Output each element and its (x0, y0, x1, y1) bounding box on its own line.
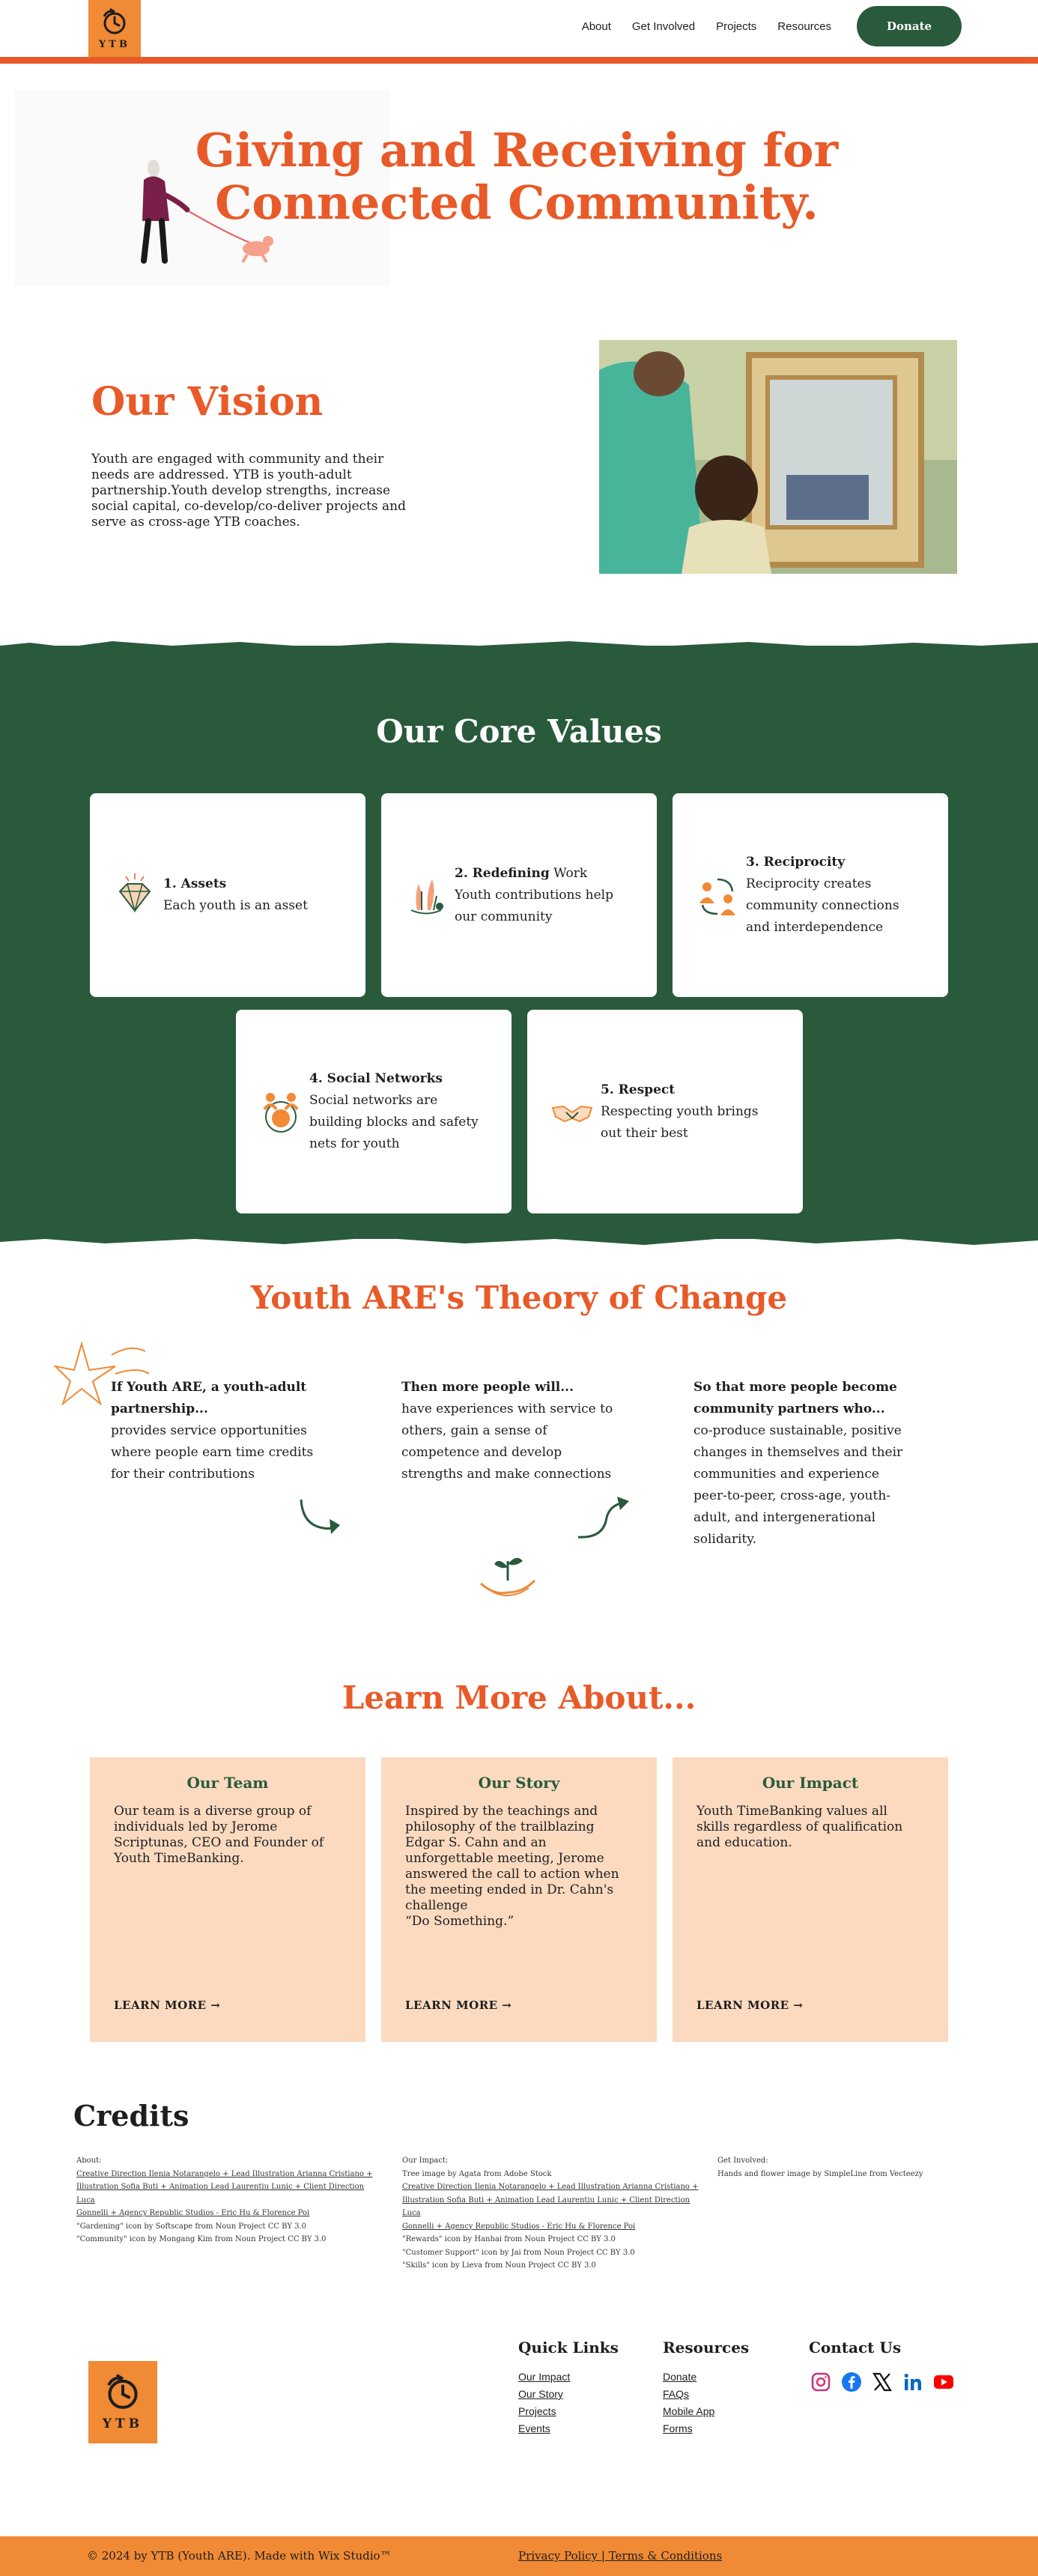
credit-line: "Customer Support" icon by Jai from Noun Project CC BY 3.0 (402, 2248, 635, 2257)
footer-link-faqs[interactable]: FAQs (663, 2388, 690, 2400)
credit-line: Gonnelli + Agency Republic Studios - Eric Hu & Florence Poi (76, 2209, 310, 2217)
theory-col-head: If Youth ARE, a youth-adult partnership... (111, 1380, 307, 1416)
credits-involved (717, 2154, 957, 2180)
footer-link-events[interactable]: Events (518, 2422, 550, 2434)
nav-projects[interactable]: Projects (716, 19, 757, 33)
footer-link-forms[interactable]: Forms (663, 2422, 693, 2434)
core-value-head: 1. Assets (163, 876, 227, 891)
core-value-card-respect (527, 1010, 803, 1213)
hero-title-line1: Giving and Receiving for (195, 123, 839, 178)
nav-about[interactable]: About (581, 19, 611, 33)
learn-card-title: Our Team (186, 1774, 269, 1792)
credit-line: Gonnelli + Agency Republic Studios - Eric Hu & Florence Poi (402, 2222, 636, 2231)
footer-link-story[interactable]: Our Story (518, 2388, 563, 2400)
donate-button[interactable]: Donate (857, 6, 962, 46)
credit-line: Get Involved: (717, 2157, 768, 2165)
theory-col-body: provides service opportunities where people earn time credits for their contributions (111, 1423, 314, 1482)
facebook-icon[interactable] (841, 2372, 862, 2392)
core-value-head: 2. Redefining (455, 865, 550, 881)
logo-text: YTB (99, 38, 130, 50)
footer-col-title: Resources (663, 2339, 750, 2357)
learn-card-team[interactable] (90, 1757, 365, 2042)
theory-col-2 (401, 1377, 619, 1485)
core-values-title: Our Core Values (376, 713, 662, 750)
core-value-body: Youth contributions help our community (455, 887, 613, 924)
nav-get-involved[interactable]: Get Involved (631, 19, 696, 33)
youtube-icon[interactable] (933, 2372, 954, 2392)
learn-card-story[interactable] (381, 1757, 657, 2042)
footer-contact (809, 2339, 901, 2369)
main-nav (582, 6, 962, 46)
hands-flower-icon (476, 1551, 539, 1603)
credits-impact (402, 2154, 709, 2273)
credit-line: Illustration Sofia Buti + Animation Lead Laurentiu Lunic + Client Direction Luca (76, 2183, 365, 2204)
credit-line: Our Impact: (402, 2157, 449, 2165)
learn-more-link[interactable]: LEARN MORE → (114, 1998, 221, 2012)
learn-more-link[interactable]: LEARN MORE → (405, 1998, 512, 2012)
clock-hand-icon (103, 2373, 143, 2413)
logo-text: YTB (102, 2416, 144, 2431)
torn-edge-bottom (0, 1231, 1038, 1249)
vision-photo (599, 340, 957, 574)
core-value-body: Reciprocity creates community connections and interdependence (746, 876, 899, 935)
core-value-head: 4. Social Networks (309, 1071, 443, 1086)
theory-col-head: Then more people will... (401, 1380, 574, 1395)
theory-title: Youth ARE's Theory of Change (250, 1279, 788, 1316)
core-value-card-reciprocity (673, 793, 948, 997)
gardening-icon (404, 869, 449, 921)
learn-card-title: Our Impact (762, 1774, 859, 1792)
credit-line: About: (76, 2157, 102, 2165)
credits-title: Credits (73, 2099, 189, 2133)
linkedin-icon[interactable] (902, 2372, 923, 2392)
core-value-head: 5. Respect (601, 1082, 676, 1097)
credit-line: Illustration Sofia Buti + Animation Lead Laurentiu Lunic + Client Direction Luca (402, 2195, 691, 2217)
core-value-head-suffix: Work (549, 865, 588, 881)
vision-photo-image (599, 340, 957, 574)
nav-resources[interactable]: Resources (777, 19, 831, 33)
credit-line: "Community" icon by Mongang Kim from Noun Project CC BY 3.0 (76, 2235, 327, 2243)
network-icon (258, 1085, 303, 1138)
hero-title-line2: Connected Community. (215, 175, 819, 230)
legal-links[interactable]: Privacy Policy | Terms & Conditions (518, 2549, 723, 2563)
site-logo[interactable] (88, 0, 141, 57)
reciprocity-icon (695, 869, 740, 921)
credit-line: Tree image by Agata from Adobe Stock (402, 2169, 552, 2178)
footer-resources (663, 2339, 749, 2437)
learn-more-title: Learn More About... (342, 1679, 696, 1716)
site-header (0, 0, 1038, 64)
footer-link-projects[interactable]: Projects (518, 2405, 556, 2417)
handshake-icon (550, 1085, 595, 1138)
credit-line: "Rewards" icon by Hanhai from Noun Project CC BY 3.0 (402, 2235, 616, 2243)
footer-link-mobile-app[interactable]: Mobile App (663, 2405, 715, 2417)
theory-col-body: have experiences with service to others, gain a sense of competence and develop strengths and make connections (401, 1401, 613, 1482)
theory-col-head: So that more people become community partners who... (693, 1380, 897, 1416)
footer-quick-links (518, 2339, 619, 2437)
core-value-body: Respecting youth brings out their best (601, 1103, 759, 1141)
copyright: © 2024 by YTB (Youth ARE). Made with Wix Studio™ (87, 2549, 392, 2563)
diamond-icon (112, 869, 157, 921)
learn-card-body: Inspired by the teachings and philosophy of the trailblazing Edgar S. Cahn and an unforgettable meeting, Jerome answered the call to action when the meeting ended in Dr. Cahn's challenge “Do Something.” (405, 1804, 619, 1929)
theory-col-body: co-produce sustainable, positive changes in themselves and their communities and experience peer-to-peer, cross-age, youth-adult, and intergenerational solidarity. (693, 1423, 903, 1547)
credit-line: Creative Direction Ilenia Notarangelo + Lead Illustration Arianna Cristiano + (76, 2169, 373, 2178)
credit-line: "Gardening" icon by Softscape from Noun Project CC BY 3.0 (76, 2222, 307, 2231)
learn-more-link[interactable]: LEARN MORE → (696, 1998, 804, 2012)
vision-title: Our Vision (91, 379, 324, 425)
core-value-body: Each youth is an asset (163, 898, 308, 913)
theory-col-1 (111, 1377, 336, 1485)
core-value-body: Social networks are building blocks and safety nets for youth (309, 1093, 479, 1151)
learn-card-impact[interactable] (673, 1757, 948, 2042)
x-icon[interactable] (872, 2372, 893, 2392)
core-value-card-assets (90, 793, 365, 997)
core-value-card-social-networks (236, 1010, 512, 1213)
arrow-down-icon (297, 1495, 349, 1543)
footer-link-donate[interactable]: Donate (663, 2371, 697, 2383)
hero-title (180, 124, 854, 229)
footer-logo[interactable] (88, 2361, 157, 2443)
core-value-card-redefining (381, 793, 657, 997)
social-links (810, 2372, 954, 2392)
learn-card-body: Our team is a diverse group of individuals led by Jerome Scriptunas, CEO and Founder of Youth TimeBanking. (114, 1804, 324, 1866)
vision-body: Youth are engaged with community and their needs are addressed. YTB is youth-adult partnership.Youth develop strengths, increase social capital, co-develop/co-deliver projects and serve as cross-age YTB coaches. (91, 452, 407, 530)
learn-card-title: Our Story (478, 1774, 560, 1792)
footer-link-impact[interactable]: Our Impact (518, 2371, 571, 2383)
header-accent-bar (0, 57, 1038, 64)
arrow-up-icon (574, 1495, 634, 1543)
instagram-icon[interactable] (810, 2372, 831, 2392)
credit-line: Hands and flower image by SimpleLine from Vecteezy (717, 2169, 923, 2178)
credits-about (76, 2154, 376, 2246)
learn-card-body: Youth TimeBanking values all skills regardless of qualification and education. (696, 1804, 903, 1850)
footer-col-title: Quick Links (518, 2339, 619, 2357)
clock-hand-icon (100, 7, 130, 37)
credit-line: "Skills" icon by Lieva from Noun Project CC BY 3.0 (402, 2261, 596, 2270)
core-value-head: 3. Reciprocity (746, 855, 846, 870)
torn-edge-top (0, 638, 1038, 656)
credit-line: Creative Direction Ilenia Notarangelo + Lead Illustration Arianna Cristiano + (402, 2183, 699, 2191)
theory-col-3 (693, 1377, 911, 1551)
footer-col-title: Contact Us (809, 2339, 902, 2357)
